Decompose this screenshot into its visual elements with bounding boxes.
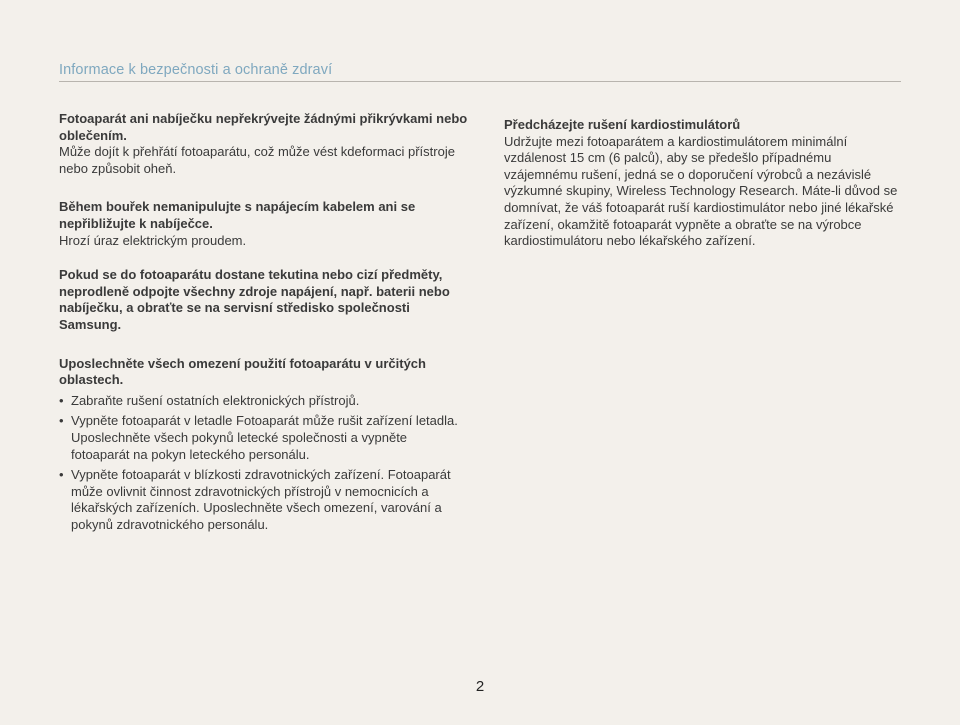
section-heading: Předcházejte rušení kardiostimulátorů [504, 117, 741, 132]
page-header [59, 62, 901, 82]
left-column [59, 111, 469, 537]
page-title: Informace k bezpečnosti a ochraně zdraví [59, 62, 333, 78]
bullet-icon: • [59, 392, 64, 408]
section-heading: Fotoaparát ani nabíječku nepřekrývejte žádnými přikrývkami nebo oblečením. [59, 111, 468, 143]
section-heading: Během bouřek nemanipulujte s napájecím kabelem ani se nepřibližujte k nabíječce. [59, 199, 416, 231]
section-liquid-warning [59, 267, 469, 333]
section-body: Hrozí úraz elektrickým proudem. [59, 232, 247, 248]
section-area-restrictions [59, 356, 469, 534]
list-item: • Vypněte fotoaparát v blízkosti zdravotnických zařízení. Fotoaparát může ovlivnit činnost zdravotnických přístrojů v nemocnicích a lékařských zařízeních. Uposlechněte všech omezení, varování a pokynů zdravotnického personálu. [59, 467, 451, 532]
section-covering-warning [59, 111, 469, 177]
restrictions-list [59, 393, 469, 534]
section-heading: Uposlechněte všech omezení použití fotoaparátu v určitých oblastech. [59, 355, 426, 388]
list-item: • Zabraňte rušení ostatních elektronických přístrojů. [59, 392, 360, 408]
bullet-icon: • [59, 467, 64, 483]
right-column [504, 117, 904, 250]
section-pacemaker [504, 117, 904, 250]
section-body: Udržujte mezi fotoaparátem a kardiostimulátorem minimální vzdálenost 15 cm (6 palců), aby se předešlo případnému vzájemnému rušení, jedná se o doporučení výrobců a nezávislé výzkumné skupiny, Wireless Technology Research. Máte-li důvod se domnívat, že váš fotoaparát ruší kardiostimulátor nebo jiné lékařské zařízení, okamžitě fotoaparát vypněte a obraťte se na výrobce kardiostimulátoru nebo lékařského zařízení. [504, 133, 898, 249]
page-number: 2 [475, 678, 485, 695]
list-item: • Vypněte fotoaparát v letadle Fotoaparát může rušit zařízení letadla. Uposlechněte všech pokynů letecké společnosti a vypněte fotoaparát na pokyn leteckého personálu. [59, 413, 458, 462]
section-heading: Pokud se do fotoaparátu dostane tekutina nebo cizí předměty, neprodleně odpojte všechny zdroje napájení, např. baterii nebo nabíječku, a obraťte se na servisní středisko společnosti Samsung. [59, 267, 450, 332]
section-storm-warning [59, 199, 469, 249]
section-body: Může dojít k přehřátí fotoaparátu, což může vést kdeformaci přístroje nebo způsobit oheň. [59, 144, 455, 176]
bullet-icon: • [59, 413, 64, 429]
